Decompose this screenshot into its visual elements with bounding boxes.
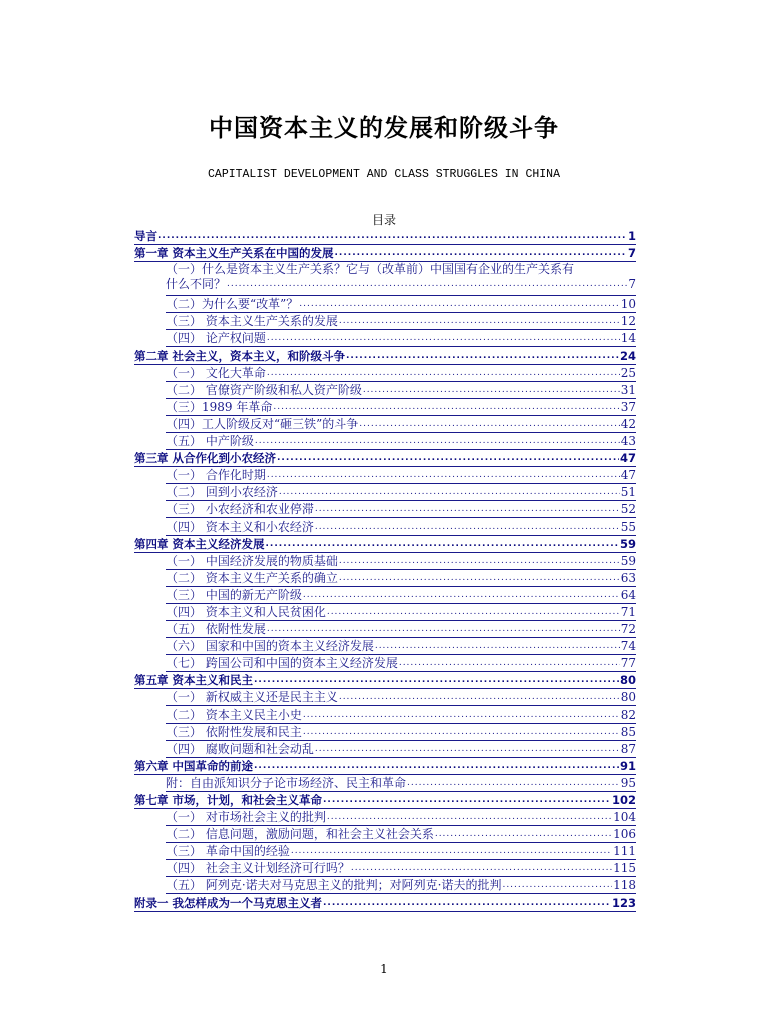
toc-chapter-entry[interactable] [134, 758, 636, 775]
toc-entry-text: （一）什么是资本主义生产关系？它与（改革前）中国国有企业的生产关系有 [166, 262, 575, 277]
toc-entry[interactable] [166, 638, 636, 655]
toc-page-number: 37 [620, 399, 636, 414]
toc-entry[interactable] [166, 689, 636, 706]
toc-leader-dots [346, 349, 619, 364]
toc-leader-dots [359, 417, 619, 432]
toc-entry[interactable] [166, 553, 636, 570]
toc-page-number: 59 [620, 553, 636, 568]
toc-leader-dots [363, 383, 620, 398]
toc-entry-text: （一） 新权威主义还是民主主义 [166, 690, 338, 705]
toc-leader-dots [315, 742, 620, 757]
toc-leader-dots [227, 277, 627, 292]
toc-entry[interactable] [166, 741, 636, 758]
toc-entry-text: （六） 国家和中国的资本主义经济发展 [166, 639, 374, 654]
toc-page-number: 24 [619, 348, 636, 363]
toc-entry[interactable] [166, 587, 636, 604]
toc-page-number: 7 [628, 277, 636, 292]
toc-leader-dots [435, 827, 612, 842]
toc-entry[interactable] [166, 826, 636, 843]
document-subtitle: CAPITALIST DEVELOPMENT AND CLASS STRUGGLES IN CHINA [208, 168, 560, 181]
toc-entry[interactable] [166, 775, 636, 792]
toc-entry-text: 第二章 社会主义，资本主义，和阶级斗争 [134, 348, 346, 363]
table-of-contents [134, 228, 636, 912]
toc-entry-text: （三） 中国的新无产阶级 [166, 587, 302, 602]
toc-leader-dots [303, 708, 620, 723]
toc-entry[interactable] [166, 706, 636, 723]
document-title: 中国资本主义的发展和阶级斗争 [209, 114, 559, 142]
toc-leader-dots [299, 297, 619, 312]
toc-leader-dots [273, 400, 619, 415]
toc-entry-text: （四） 资本主义和人民贫困化 [166, 604, 326, 619]
toc-entry-text: （三） 革命中国的经验 [166, 844, 290, 859]
toc-page-number: 72 [620, 622, 636, 637]
toc-entry-text: （二） 资本主义民主小史 [166, 707, 302, 722]
toc-leader-dots [339, 571, 620, 586]
toc-entry-text: （四） 社会主义计划经济可行吗？ [166, 861, 350, 876]
toc-leader-dots [339, 314, 620, 329]
toc-entry-text: （一） 合作化时期 [166, 468, 266, 483]
toc-entry-text: 导言 [134, 229, 157, 244]
toc-chapter-entry[interactable] [134, 672, 636, 689]
toc-entry[interactable] [166, 860, 636, 877]
toc-leader-dots [407, 776, 620, 791]
toc-leader-dots [158, 229, 627, 244]
toc-page-number: 91 [619, 758, 636, 773]
toc-entry[interactable] [166, 262, 636, 296]
toc-entry-text: （二） 官僚资产阶级和私人资产阶级 [166, 382, 362, 397]
toc-entry-text: （三）1989 年革命 [166, 399, 273, 414]
toc-chapter-entry[interactable] [134, 228, 636, 245]
toc-entry-text: 第一章 资本主义生产关系在中国的发展 [134, 246, 334, 261]
toc-entry-text: （五） 依附性发展 [166, 622, 266, 637]
toc-leader-dots [267, 331, 620, 346]
toc-page-number: 52 [620, 502, 636, 517]
page-number: 1 [380, 962, 388, 976]
toc-leader-dots [327, 605, 620, 620]
toc-entry[interactable] [166, 296, 636, 313]
toc-leader-dots [399, 656, 620, 671]
toc-entry[interactable] [166, 655, 636, 672]
toc-entry[interactable] [166, 330, 636, 347]
toc-entry-text: （三） 小农经济和农业停滞 [166, 502, 314, 517]
toc-entry-text: （七） 跨国公司和中国的资本主义经济发展 [166, 656, 398, 671]
toc-entry[interactable] [166, 621, 636, 638]
toc-entry-text: 第七章 市场，计划，和社会主义革命 [134, 793, 323, 807]
toc-page-number: 59 [619, 536, 636, 551]
toc-entry-text: 第五章 资本主义和民主 [134, 673, 254, 688]
toc-chapter-entry[interactable] [134, 347, 636, 364]
toc-page-number: 95 [620, 775, 636, 790]
toc-leader-dots [303, 725, 620, 740]
toc-leader-dots [335, 246, 627, 261]
toc-entry-text: （一） 中国经济发展的物质基础 [166, 553, 338, 568]
toc-leader-dots [339, 554, 620, 569]
toc-leader-dots [323, 793, 611, 808]
toc-entry[interactable] [166, 467, 636, 484]
toc-entry-text: 第六章 中国革命的前途 [134, 758, 254, 773]
toc-entry-text: （二） 回到小农经济 [166, 485, 278, 500]
toc-entry-text: （四）工人阶级反对“砸三铁”的斗争 [166, 416, 359, 431]
toc-entry-text: 附：自由派知识分子论市场经济、民主和革命 [166, 775, 407, 790]
toc-chapter-entry[interactable] [134, 245, 636, 262]
toc-page-number: 111 [613, 844, 636, 859]
toc-leader-dots [315, 502, 620, 517]
toc-entry[interactable] [166, 501, 636, 518]
toc-leader-dots [267, 468, 620, 483]
toc-leader-dots [254, 673, 619, 688]
toc-entry[interactable] [166, 843, 636, 860]
toc-entry[interactable] [166, 724, 636, 741]
toc-leader-dots [339, 690, 620, 705]
toc-leader-dots [315, 520, 620, 535]
toc-page-number: 118 [613, 878, 636, 893]
toc-leader-dots [502, 878, 612, 893]
toc-entry[interactable] [166, 809, 636, 826]
toc-page-number: 80 [620, 690, 636, 705]
toc-entry-text: （四） 腐败问题和社会动乱 [166, 741, 314, 756]
toc-entry-continuation [166, 277, 636, 292]
toc-page-number: 104 [613, 810, 636, 825]
toc-page-number: 85 [620, 724, 636, 739]
toc-heading: 目录 [371, 213, 396, 227]
toc-page-number: 1 [627, 229, 636, 244]
toc-chapter-entry[interactable] [134, 792, 636, 809]
toc-page-number: 42 [620, 416, 636, 431]
toc-entry-text: 第四章 资本主义经济发展 [134, 536, 265, 551]
toc-page-number: 71 [620, 604, 636, 619]
toc-page-number: 115 [613, 861, 636, 876]
toc-leader-dots [303, 588, 620, 603]
toc-page-number: 47 [620, 468, 636, 483]
toc-leader-dots [267, 366, 620, 381]
toc-chapter-entry[interactable] [134, 536, 636, 553]
toc-chapter-entry[interactable] [134, 450, 636, 467]
toc-leader-dots [255, 434, 620, 449]
toc-entry-text: （一） 对市场社会主义的批判 [166, 810, 326, 825]
toc-page-number: 47 [619, 451, 636, 466]
toc-leader-dots [327, 810, 612, 825]
toc-page-number: 82 [620, 707, 636, 722]
toc-page-number: 51 [620, 485, 636, 500]
toc-entry[interactable] [166, 433, 636, 450]
toc-page-number: 80 [619, 673, 636, 688]
toc-entry[interactable] [166, 365, 636, 382]
toc-entry-text: （三） 资本主义生产关系的发展 [166, 314, 338, 329]
toc-entry[interactable] [166, 518, 636, 535]
toc-entry-text: 第三章 从合作化到小农经济 [134, 451, 277, 466]
toc-entry[interactable] [166, 416, 636, 433]
toc-entry[interactable] [166, 877, 636, 894]
toc-leader-dots [323, 896, 611, 911]
toc-page-number: 63 [620, 570, 636, 585]
toc-entry-text: （四） 论产权问题 [166, 331, 266, 346]
toc-entry-text: （三） 依附性发展和民主 [166, 724, 302, 739]
toc-entry-text: （一） 文化大革命 [166, 365, 266, 380]
toc-leader-dots [279, 485, 620, 500]
toc-leader-dots [254, 759, 619, 774]
toc-page-number: 74 [620, 639, 636, 654]
toc-page-number: 64 [620, 587, 636, 602]
toc-leader-dots [291, 844, 612, 859]
toc-leader-dots [277, 451, 619, 466]
toc-leader-dots [266, 537, 619, 552]
toc-entry[interactable] [166, 570, 636, 587]
toc-entry-text: 附录一 我怎样成为一个马克思主义者 [134, 895, 323, 910]
toc-entry[interactable] [166, 313, 636, 330]
toc-chapter-entry[interactable] [134, 894, 636, 911]
toc-leader-dots [375, 639, 620, 654]
toc-page-number: 87 [620, 741, 636, 756]
toc-page-number: 77 [620, 656, 636, 671]
toc-entry-text: （四） 资本主义和小农经济 [166, 519, 314, 534]
toc-entry[interactable] [166, 484, 636, 501]
toc-entry-text-cont: 什么不同？ [166, 277, 227, 292]
toc-entry-text: （五） 阿列克·诺夫对马克思主义的批判；对阿列克·诺夫的批判 [166, 878, 502, 893]
toc-entry[interactable] [166, 382, 636, 399]
toc-page-number: 31 [620, 382, 636, 397]
toc-page-number: 12 [620, 314, 636, 329]
toc-entry-text: （二） 信息问题，激励问题，和社会主义社会关系 [166, 827, 434, 842]
toc-page-number: 123 [611, 895, 636, 910]
toc-entry-text: （五） 中产阶级 [166, 434, 254, 449]
toc-entry-text: （二）为什么要“改革”？ [166, 297, 299, 312]
toc-page-number: 7 [627, 246, 636, 261]
toc-entry-text: （二） 资本主义生产关系的确立 [166, 570, 338, 585]
toc-page-number: 102 [611, 793, 636, 807]
toc-page-number: 10 [620, 297, 636, 312]
toc-leader-dots [351, 861, 612, 876]
toc-page-number: 55 [620, 519, 636, 534]
toc-entry[interactable] [166, 399, 636, 416]
toc-page-number: 106 [613, 827, 636, 842]
toc-page-number: 14 [620, 331, 636, 346]
toc-page-number: 43 [620, 434, 636, 449]
toc-leader-dots [267, 622, 620, 637]
toc-entry[interactable] [166, 604, 636, 621]
toc-page-number: 25 [620, 365, 636, 380]
